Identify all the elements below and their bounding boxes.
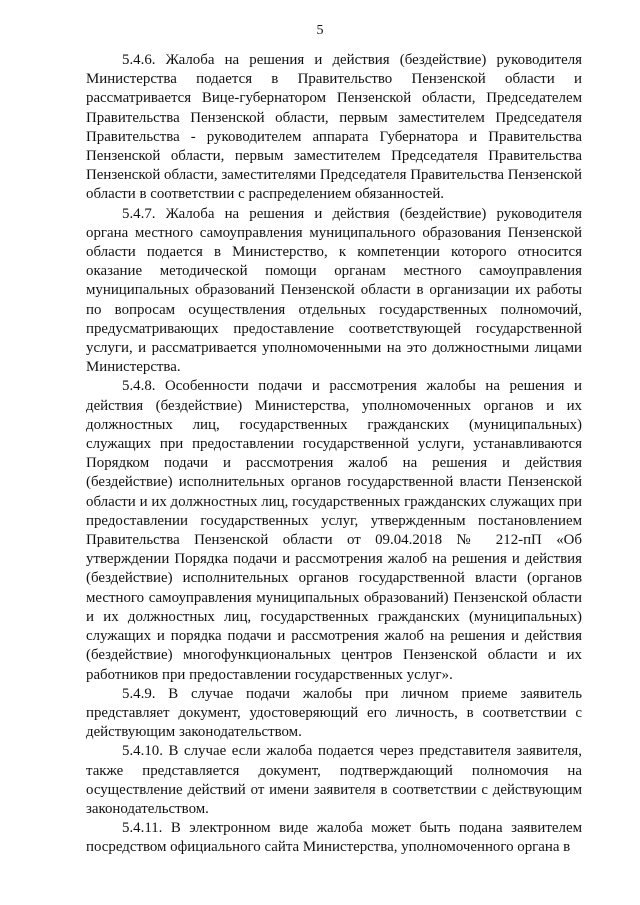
document-body	[86, 51, 582, 858]
paragraph-5-4-7: 5.4.7. Жалоба на решения и действия (бездействие) руководителя органа местного самоуправления муниципального образования Пензенской области подается в Министерство, к компетенции которого относится оказание методической помощи органам местного самоуправления муниципальных образований Пензенской области в организации их работы по вопросам осуществления отдельных государственных полномочий, предусматривающих предоставление соответствующей государственной услуги, и рассматривается уполномоченными на это должностными лицами Министерства.	[86, 205, 582, 376]
page-number: 5	[316, 23, 324, 38]
paragraph-5-4-6: 5.4.6. Жалоба на решения и действия (бездействие) руководителя Министерства подается в Правительство Пензенской области и рассматривается Вице-губернатором Пензенской области, Председателем Правительства Пензенской области, первым заместителем Председателя Правительства - руководителем аппарата Губернатора и Правительства Пензенской области, первым заместителем Председателя Правительства Пензенской области, заместителями Председателя Правительства Пензенской области в соответствии с распределением обязанностей.	[86, 52, 582, 203]
paragraph-5-4-11: 5.4.11. В электронном виде жалоба может быть подана заявителем посредством официального сайта Министерства, уполномоченного органа в	[86, 820, 582, 856]
paragraph-5-4-9: 5.4.9. В случае подачи жалобы при личном приеме заявитель представляет документ, удостоверяющий его личность, в соответствии с действующим законодательством.	[86, 685, 582, 741]
paragraph-5-4-10: 5.4.10. В случае если жалоба подается через представителя заявителя, также представляется документ, подтверждающий полномочия на осуществление действий от имени заявителя в соответствии с действующим законодательством.	[86, 743, 582, 817]
paragraph-5-4-8: 5.4.8. Особенности подачи и рассмотрения жалобы на решения и действия (бездействие) Министерства, уполномоченных органов и их должностных лиц, государственных гражданских (муниципальных) служащих при предоставлении государственной услуги, устанавливаются Порядком подачи и рассмотрения жалоб на решения и действия (бездействие) исполнительных органов государственной власти Пензенской области и их должностных лиц, государственных гражданских служащих при предоставлении государственных услуг, утвержденным постановлением Правительства Пензенской области от 09.04.2018 № 212-пП «Об утверждении Порядка подачи и рассмотрения жалоб на решения и действия (бездействие) исполнительных органов государственной власти (органов местного самоуправления муниципальных образований) Пензенской области и их должностных лиц, государственных гражданских (муниципальных) служащих и порядка подачи и рассмотрения жалоб на решения и действия (бездействие) многофункциональных центров Пензенской области и их работников при предоставлении государственных услуг».	[86, 378, 582, 683]
